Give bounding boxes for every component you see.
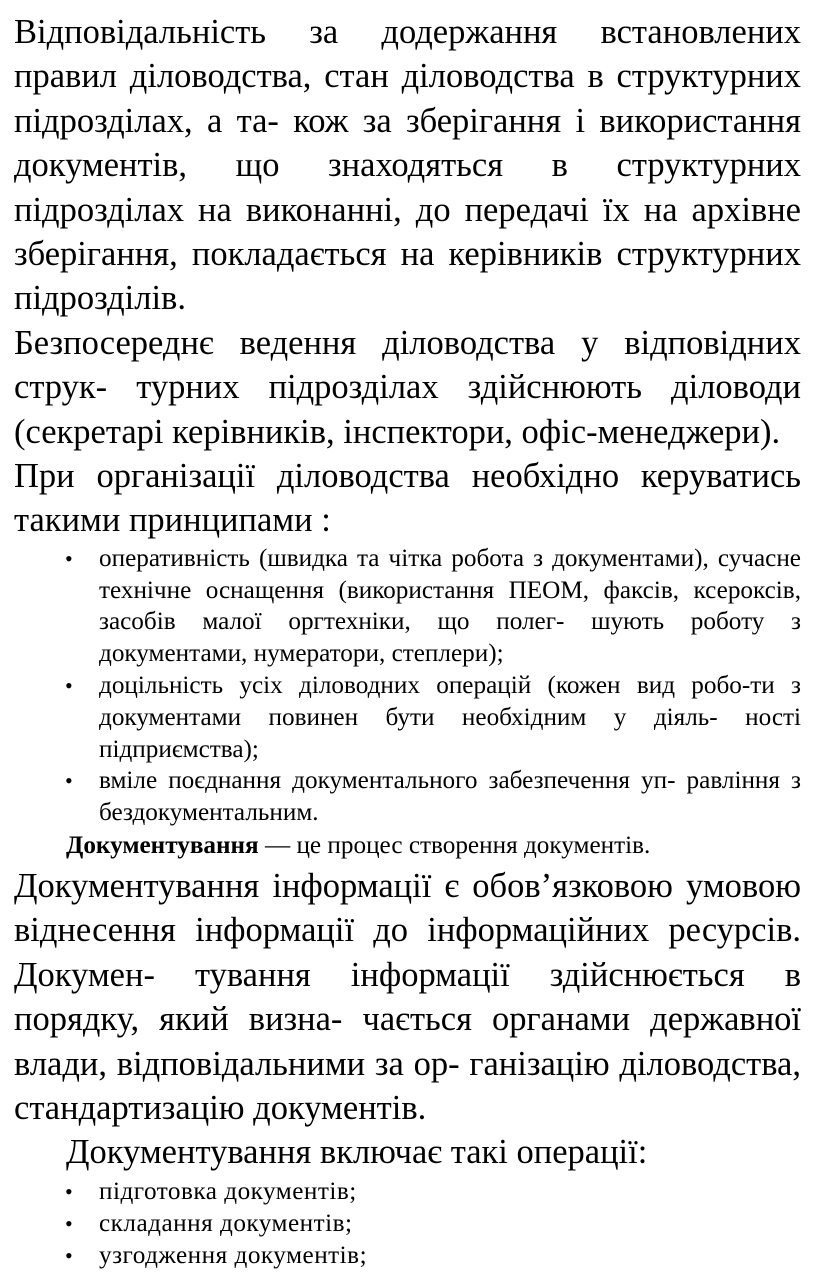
paragraph-documenting: Документування інформації є обов’язковою умовою віднесення інформації до інформаційних ресурсів. Докумен- тування інформації здійснюється в порядку, який визна- чається органами державної влади, відповідальними за ор- ганізацію діловодства, стандартизацію документів.: [14, 867, 801, 1128]
definition-line: [66, 829, 801, 862]
list-item-text: підготовка документів;: [99, 1178, 357, 1206]
list-item-text: оперативність (швидка та чітка робота з документами), сучасне технічне оснащення (використання ПЕОМ, факсів, ксероксів, засобів малої оргтехніки, що полег- шують роботу з документами, нумератори, степлери);: [99, 544, 801, 668]
bullet-icon: •: [65, 1243, 74, 1269]
bullet-icon: •: [65, 1211, 74, 1237]
list-item: [65, 1176, 801, 1208]
bullet-icon: •: [65, 673, 73, 699]
paragraph-principles-intro: При організації діловодства необхідно керуватись такими принципами :: [14, 457, 801, 540]
list-item: [65, 543, 801, 670]
operations-list: [14, 1176, 801, 1271]
paragraph-responsibility: Відповідальність за додержання встановлених правил діловодства, стан діловодства в структурних підрозділах, а та- кож за зберігання і використання документів, що знаходяться в структурних підрозділах на виконанні, до передачі їх на архівне зберігання, покладається на керівників структурних підрозділів.: [14, 13, 801, 318]
list-item-text: узгодження документів;: [99, 1242, 368, 1270]
list-item: [65, 1240, 801, 1272]
list-item: [65, 765, 801, 829]
definition-term: Документування: [66, 832, 259, 860]
list-item-text: складання документів;: [99, 1210, 353, 1238]
operations-intro: Документування включає такі операції:: [66, 1133, 648, 1172]
list-item-text: доцільність усіх діловодних операцій (кожен вид робо-ти з документами повинен бути необхідним у діяль- ності підприємства);: [99, 672, 801, 763]
bullet-icon: •: [65, 1179, 74, 1205]
bullet-icon: •: [65, 768, 73, 794]
list-item-text: вміле поєднання документального забезпечення уп- равління з бездокументальним.: [99, 767, 801, 827]
bullet-icon: •: [65, 545, 73, 571]
definition-text: — це процес створення документів.: [258, 832, 651, 860]
principles-list: [14, 543, 801, 829]
list-item: [65, 1208, 801, 1240]
document-page: [14, 10, 801, 1272]
list-item: [65, 670, 801, 765]
paragraph-direct-management: Безпосереднє ведення діловодства у відповідних струк- турних підрозділах здійснюють діловоди (секретарі керівників, інспектори, офіс-менеджери).: [14, 323, 801, 451]
